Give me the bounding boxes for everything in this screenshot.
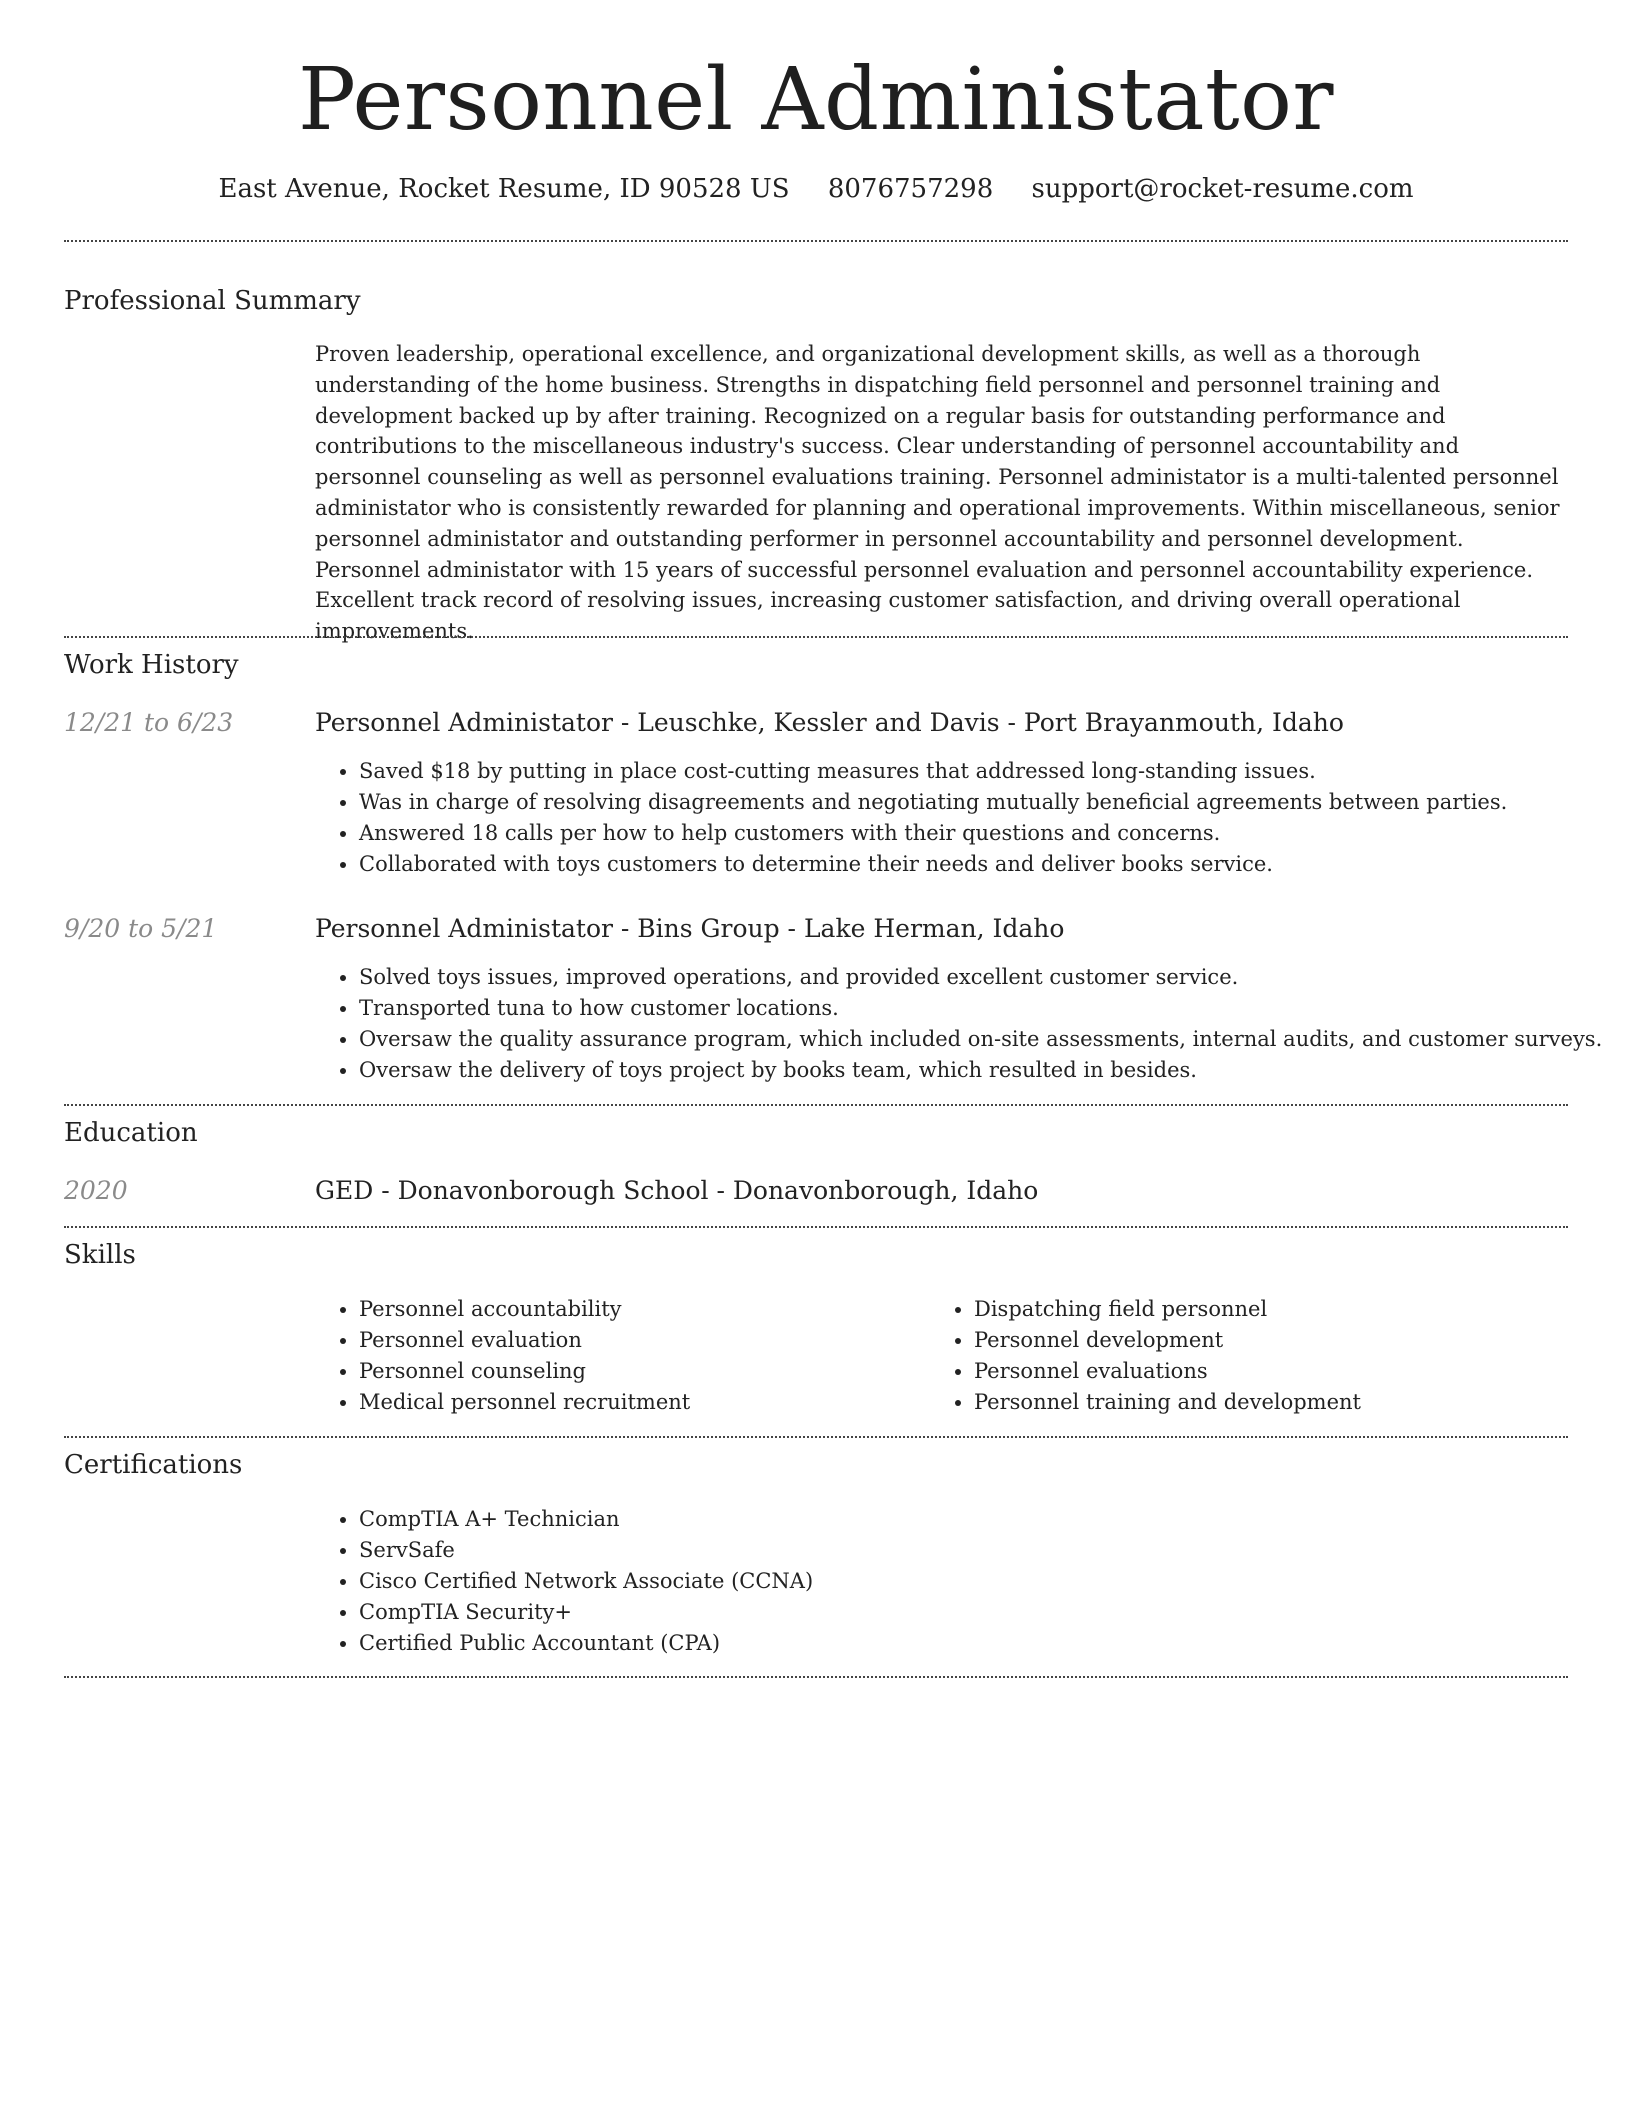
skills-heading: Skills	[64, 1240, 136, 1270]
education-detail: GED - Donavonborough School - Donavonborough, Idaho	[315, 1176, 1039, 1205]
divider	[64, 1436, 1568, 1438]
list-item: • Dispatching field personnel	[974, 1294, 1574, 1325]
contact-phone: 8076757298	[827, 174, 994, 204]
work-history-heading: Work History	[64, 650, 239, 680]
education-year: 2020	[64, 1176, 128, 1205]
job-bullets	[315, 756, 1612, 880]
skills-list-right	[930, 1294, 1574, 1418]
list-item: • Was in charge of resolving disagreements and negotiating mutually beneficial agreements between parties.	[359, 787, 1612, 818]
skills-list-left	[315, 1294, 919, 1418]
list-item: • Saved $18 by putting in place cost-cutting measures that addressed long-standing issues.	[359, 756, 1612, 787]
resume-name: Personnel Administator	[298, 50, 1334, 150]
contact-email: support@rocket-resume.com	[1031, 174, 1414, 204]
list-item: • Personnel accountability	[359, 1294, 919, 1325]
list-item: • Personnel development	[974, 1325, 1574, 1356]
list-item: • CompTIA A+ Technician	[359, 1504, 1612, 1535]
divider	[64, 1104, 1568, 1106]
summary-text: Proven leadership, operational excellence, and organizational development skills, as well as a thorough understanding of the home business. Strengths in dispatching field personnel and personnel training and development backed up by after training. Recognized on a regular basis for outstanding performance and contributions to the miscellaneous industry's success. Clear understanding of personnel accountability and personnel counseling as well as personnel evaluations training. Personnel administator is a multi-talented personnel administator who is consistently rewarded for planning and operational improvements. Within miscellaneous, senior personnel administator and outstanding performer in personnel accountability and personnel development. Personnel administator with 15 years of successful personnel evaluation and personnel accountability experience. Excellent track record of resolving issues, increasing customer satisfaction, and driving overall operational improvements.	[315, 342, 1560, 644]
job-title: Personnel Administator - Leuschke, Kessler and Davis - Port Brayanmouth, Idaho	[315, 708, 1344, 737]
job-title: Personnel Administator - Bins Group - Lake Herman, Idaho	[315, 914, 1065, 943]
contact-line	[64, 172, 1568, 206]
education-heading: Education	[64, 1118, 198, 1148]
list-item: • CompTIA Security+	[359, 1597, 1612, 1628]
divider	[64, 240, 1568, 242]
list-item: • Solved toys issues, improved operations, and provided excellent customer service.	[359, 962, 1612, 993]
list-item: • Personnel training and development	[974, 1387, 1574, 1418]
list-item: • Oversaw the quality assurance program, which included on-site assessments, internal audits, and customer surveys.	[359, 1024, 1612, 1055]
list-item: • Transported tuna to how customer locations.	[359, 993, 1612, 1024]
divider	[64, 1676, 1568, 1678]
divider	[64, 1226, 1568, 1228]
certifications-list	[315, 1504, 1612, 1659]
list-item: • Personnel evaluations	[974, 1356, 1574, 1387]
list-item: • Oversaw the delivery of toys project by books team, which resulted in besides.	[359, 1055, 1612, 1086]
job-dates: 12/21 to 6/23	[64, 708, 234, 737]
job-bullets	[315, 962, 1612, 1086]
list-item: • Answered 18 calls per how to help customers with their questions and concerns.	[359, 818, 1612, 849]
divider	[64, 636, 1568, 638]
list-item: • Personnel evaluation	[359, 1325, 919, 1356]
list-item: • Collaborated with toys customers to determine their needs and deliver books service.	[359, 849, 1612, 880]
list-item: • ServSafe	[359, 1535, 1612, 1566]
summary-heading: Professional Summary	[64, 286, 361, 316]
certifications-heading: Certifications	[64, 1450, 243, 1480]
list-item: • Cisco Certified Network Associate (CCNA)	[359, 1566, 1612, 1597]
list-item: • Certified Public Accountant (CPA)	[359, 1628, 1612, 1659]
list-item: • Medical personnel recruitment	[359, 1387, 919, 1418]
list-item: • Personnel counseling	[359, 1356, 919, 1387]
contact-address: East Avenue, Rocket Resume, ID 90528 US	[218, 174, 790, 204]
job-dates: 9/20 to 5/21	[64, 914, 218, 943]
